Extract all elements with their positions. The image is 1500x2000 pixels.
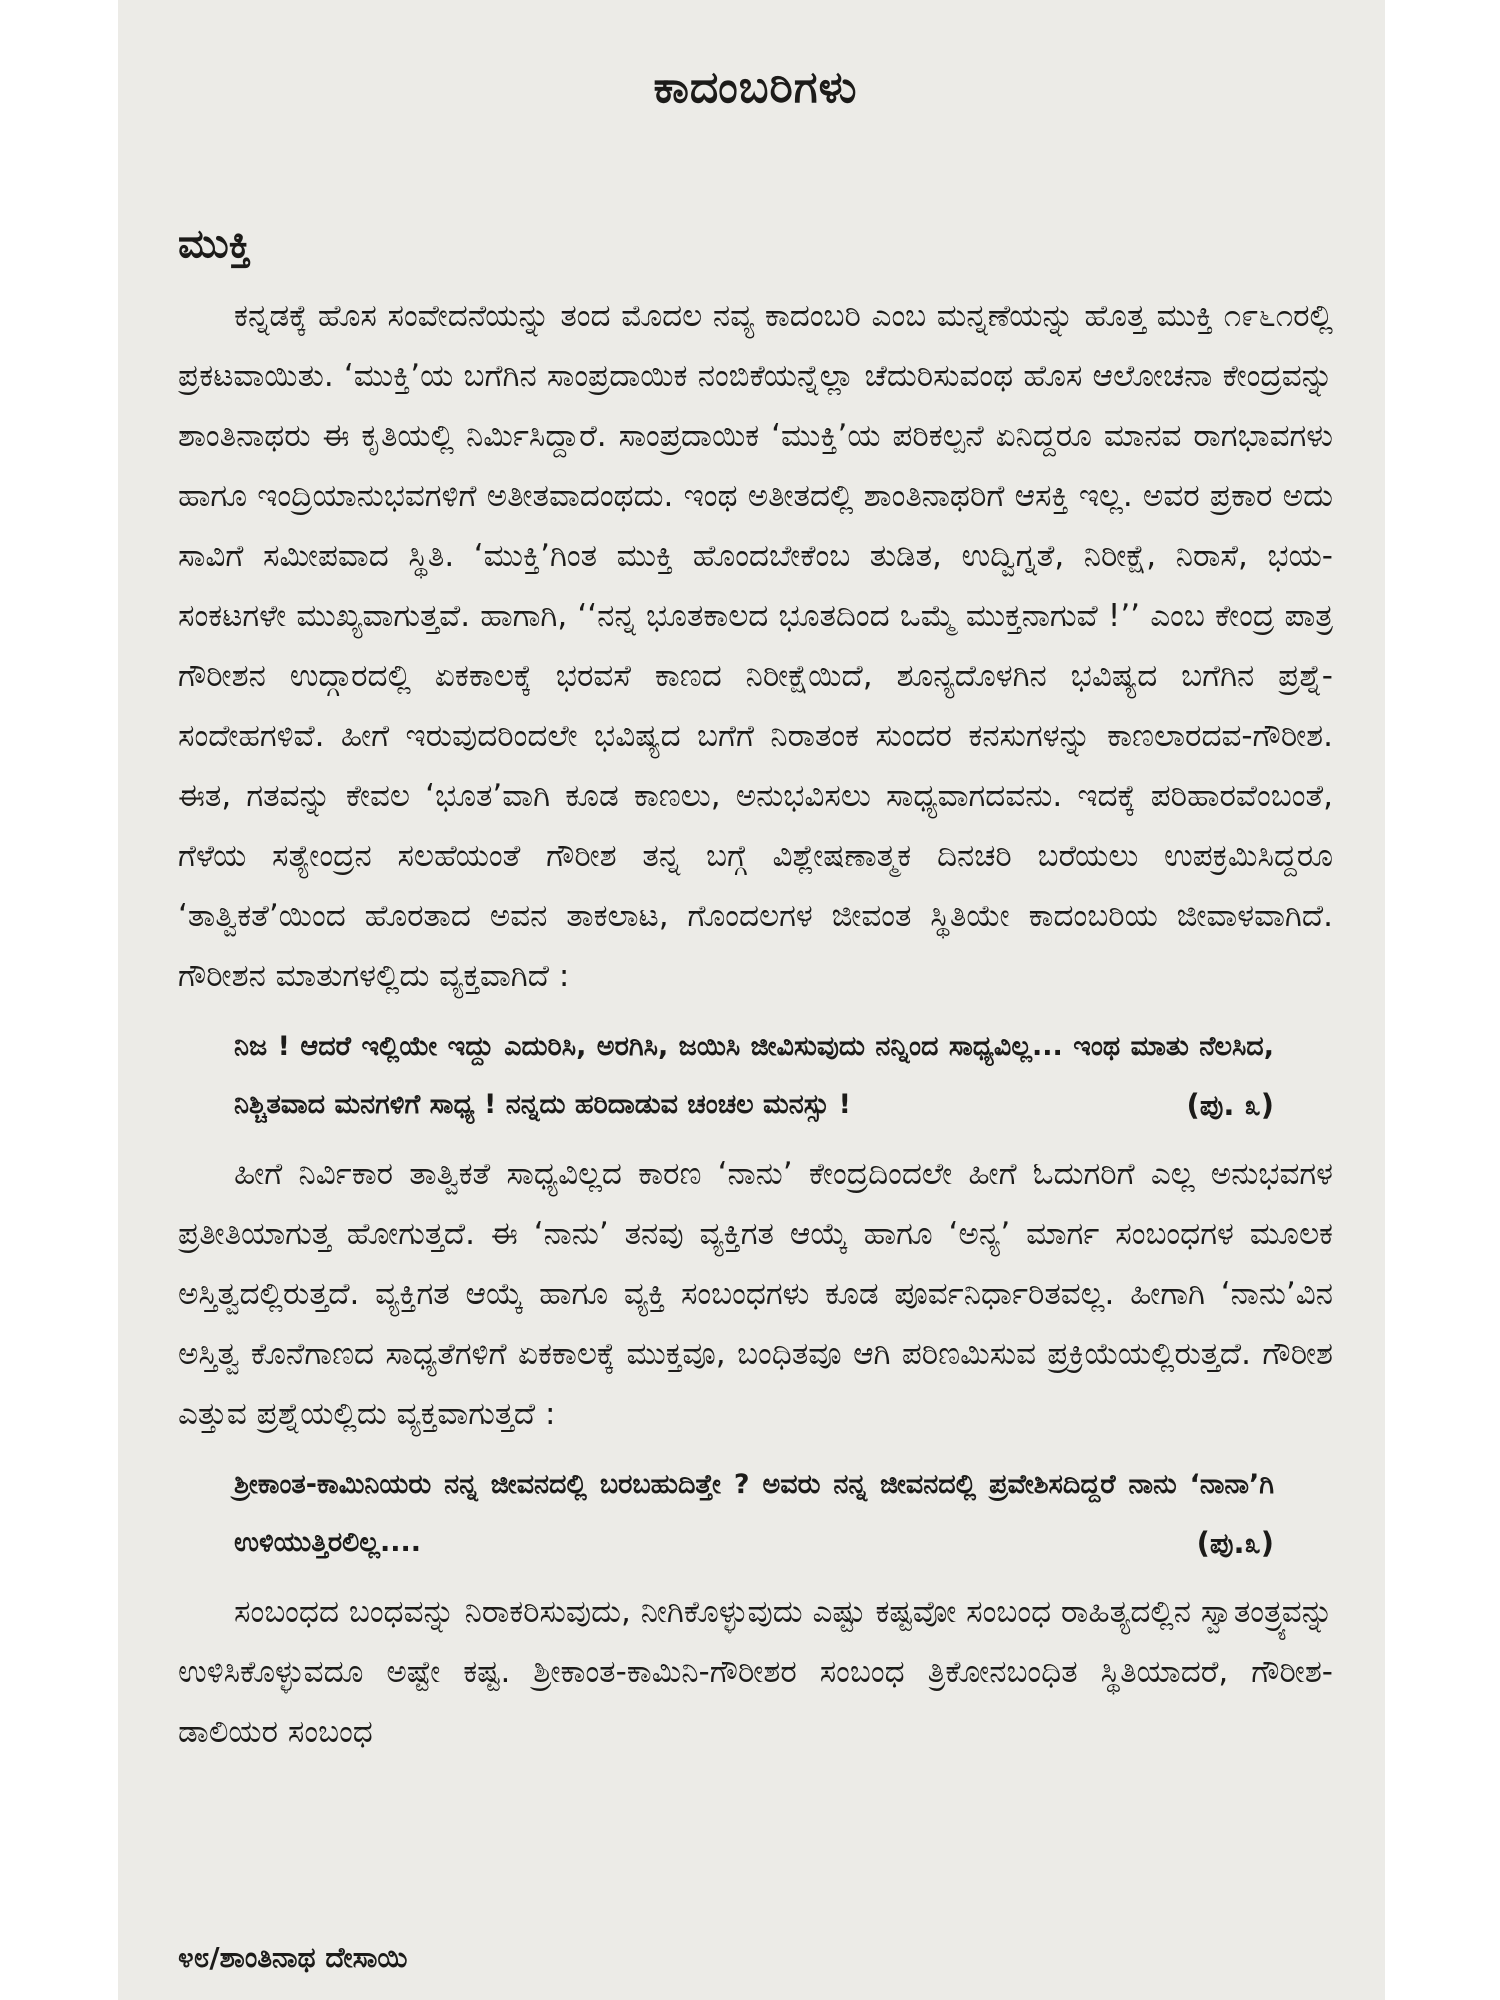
paragraph-3: ಸಂಬಂಧದ ಬಂಧವನ್ನು ನಿರಾಕರಿಸುವುದು, ನೀಗಿಕೊಳ್ಳುವುದು ಎಷ್ಟು ಕಷ್ಟವೋ ಸಂಬಂಧ ರಾಹಿತ್ಯದಲ್ಲಿನ ಸ್ವಾತಂತ್ರ್ಯವನ್ನು ಉಳಿಸಿಕೊಳ್ಳುವದೂ ಅಷ್ಟೇ ಕಷ್ಟ. ಶ್ರೀಕಾಂತ-ಕಾಮಿನಿ-ಗೌರೀಶರ ಸಂಬಂಧ ತ್ರಿಕೋನಬಂಧಿತ ಸ್ಥಿತಿಯಾದರೆ, ಗೌರೀಶ-ಡಾಲಿಯರ ಸಂಬಂಧ xyxy=(178,1594,1333,1750)
quote-page-reference: (ಪು.೩) xyxy=(1196,1526,1274,1560)
block-quote-1 xyxy=(234,1018,1274,1134)
page-footer: ೪೮/ಶಾಂತಿನಾಥ ದೇಸಾಯಿ xyxy=(178,1941,408,1974)
quote-page-reference: (ಪು. ೩) xyxy=(1186,1088,1274,1122)
section-title: ಮುಕ್ತಿ xyxy=(178,221,251,267)
chapter-title: ಕಾದಂಬರಿಗಳು xyxy=(653,62,858,113)
paragraph-1: ಕನ್ನಡಕ್ಕೆ ಹೊಸ ಸಂವೇದನೆಯನ್ನು ತಂದ ಮೊದಲ ನವ್ಯ ಕಾದಂಬರಿ ಎಂಬ ಮನ್ನಣೆಯನ್ನು ಹೊತ್ತ ಮುಕ್ತಿ ೧೯೬೧ರಲ್ಲಿ ಪ್ರಕಟವಾಯಿತು. ‘ಮುಕ್ತಿ’ಯ ಬಗೆಗಿನ ಸಾಂಪ್ರದಾಯಿಕ ನಂಬಿಕೆಯನ್ನೆಲ್ಲಾ ಚೆದುರಿಸುವಂಥ ಹೊಸ ಆಲೋಚನಾ ಕೇಂದ್ರವನ್ನು ಶಾಂತಿನಾಥರು ಈ ಕೃತಿಯಲ್ಲಿ ನಿರ್ಮಿಸಿದ್ದಾರೆ. ಸಾಂಪ್ರದಾಯಿಕ ‘ಮುಕ್ತಿ’ಯ ಪರಿಕಲ್ಪನೆ ಏನಿದ್ದರೂ ಮಾನವ ರಾಗಭಾವಗಳು ಹಾಗೂ ಇಂದ್ರಿಯಾನುಭವಗಳಿಗೆ ಅತೀತವಾದಂಥದು. ಇಂಥ ಅತೀತದಲ್ಲಿ ಶಾಂತಿನಾಥರಿಗೆ ಆಸಕ್ತಿ ಇಲ್ಲ. ಅವರ ಪ್ರಕಾರ ಅದು ಸಾವಿಗೆ ಸಮೀಪವಾದ ಸ್ಥಿತಿ. ‘ಮುಕ್ತಿ’ಗಿಂತ ಮುಕ್ತಿ ಹೊಂದಬೇಕೆಂಬ ತುಡಿತ, ಉದ್ವಿಗ್ನತೆ, ನಿರೀಕ್ಷೆ, ನಿರಾಸೆ, ಭಯ-ಸಂಕಟಗಳೇ ಮುಖ್ಯವಾಗುತ್ತವೆ. ಹಾಗಾಗಿ, ‘‘ನನ್ನ ಭೂತಕಾಲದ ಭೂತದಿಂದ ಒಮ್ಮೆ ಮುಕ್ತನಾಗುವೆ !’’ ಎಂಬ ಕೇಂದ್ರ ಪಾತ್ರ ಗೌರೀಶನ ಉದ್ಗಾರದಲ್ಲಿ ಏಕಕಾಲಕ್ಕೆ ಭರವಸೆ ಕಾಣದ ನಿರೀಕ್ಷೆಯಿದೆ, ಶೂನ್ಯದೊಳಗಿನ ಭವಿಷ್ಯದ ಬಗೆಗಿನ ಪ್ರಶ್ನೆ-ಸಂದೇಹಗಳಿವೆ. ಹೀಗೆ ಇರುವುದರಿಂದಲೇ ಭವಿಷ್ಯದ ಬಗೆಗೆ ನಿರಾತಂಕ ಸುಂದರ ಕನಸುಗಳನ್ನು ಕಾಣಲಾರದವ-ಗೌರೀಶ. ಈತ, ಗತವನ್ನು ಕೇವಲ ‘ಭೂತ’ವಾಗಿ ಕೂಡ ಕಾಣಲು, ಅನುಭವಿಸಲು ಸಾಧ್ಯವಾಗದವನು. ಇದಕ್ಕೆ ಪರಿಹಾರವೆಂಬಂತೆ, ಗೆಳೆಯ ಸತ್ಯೇಂದ್ರನ ಸಲಹೆಯಂತೆ ಗೌರೀಶ ತನ್ನ ಬಗ್ಗೆ ವಿಶ್ಲೇಷಣಾತ್ಮಕ ದಿನಚರಿ ಬರೆಯಲು ಉಪಕ್ರಮಿಸಿದ್ದರೂ ‘ತಾತ್ವಿಕತೆ’ಯಿಂದ ಹೊರತಾದ ಅವನ ತಾಕಲಾಟ, ಗೊಂದಲಗಳ ಜೀವಂತ ಸ್ಥಿತಿಯೇ ಕಾದಂಬರಿಯ ಜೀವಾಳವಾಗಿದೆ. ಗೌರೀಶನ ಮಾತುಗಳಲ್ಲಿದು ವ್ಯಕ್ತವಾಗಿದೆ : xyxy=(178,298,1333,994)
quote-text: ಶ್ರೀಕಾಂತ-ಕಾಮಿನಿಯರು ನನ್ನ ಜೀವನದಲ್ಲಿ ಬರಬಹುದಿತ್ತೇ ? ಅವರು ನನ್ನ ಜೀವನದಲ್ಲಿ ಪ್ರವೇಶಿಸದಿದ್ದರೆ ನಾನು ‘ನಾನಾ’ಗಿ ಉಳಿಯುತ್ತಿರಲಿಲ್ಲ.... xyxy=(234,1469,1274,1558)
paragraph-2: ಹೀಗೆ ನಿರ್ವಿಕಾರ ತಾತ್ವಿಕತೆ ಸಾಧ್ಯವಿಲ್ಲದ ಕಾರಣ ‘ನಾನು’ ಕೇಂದ್ರದಿಂದಲೇ ಹೀಗೆ ಓದುಗರಿಗೆ ಎಲ್ಲ ಅನುಭವಗಳ ಪ್ರತೀತಿಯಾಗುತ್ತ ಹೋಗುತ್ತದೆ. ಈ ‘ನಾನು’ ತನವು ವ್ಯಕ್ತಿಗತ ಆಯ್ಕೆ ಹಾಗೂ ‘ಅನ್ಯ’ ಮಾರ್ಗ ಸಂಬಂಧಗಳ ಮೂಲಕ ಅಸ್ತಿತ್ವದಲ್ಲಿರುತ್ತದೆ. ವ್ಯಕ್ತಿಗತ ಆಯ್ಕೆ ಹಾಗೂ ವ್ಯಕ್ತಿ ಸಂಬಂಧಗಳು ಕೂಡ ಪೂರ್ವನಿರ್ಧಾರಿತವಲ್ಲ. ಹೀಗಾಗಿ ‘ನಾನು’ವಿನ ಅಸ್ತಿತ್ವ ಕೊನೆಗಾಣದ ಸಾಧ್ಯತೆಗಳಿಗೆ ಏಕಕಾಲಕ್ಕೆ ಮುಕ್ತವೂ, ಬಂಧಿತವೂ ಆಗಿ ಪರಿಣಮಿಸುವ ಪ್ರಕ್ರಿಯೆಯಲ್ಲಿರುತ್ತದೆ. ಗೌರೀಶ ಎತ್ತುವ ಪ್ರಶ್ನೆಯಲ್ಲಿದು ವ್ಯಕ್ತವಾಗುತ್ತದೆ : xyxy=(178,1156,1333,1432)
quote-text: ನಿಜ ! ಆದರೆ ಇಲ್ಲಿಯೇ ಇದ್ದು ಎದುರಿಸಿ, ಅರಗಿಸಿ, ಜಯಿಸಿ ಜೀವಿಸುವುದು ನನ್ನಿಂದ ಸಾಧ್ಯವಿಲ್ಲ... ಇಂಥ ಮಾತು ನೆಲಸಿದ, ನಿಶ್ಚಿತವಾದ ಮನಗಳಿಗೆ ಸಾಧ್ಯ ! ನನ್ನದು ಹರಿದಾಡುವ ಚಂಚಲ ಮನಸ್ಸು ! xyxy=(234,1031,1274,1120)
block-quote-2 xyxy=(234,1456,1274,1572)
page-content xyxy=(178,0,1333,1762)
book-page xyxy=(118,0,1385,2000)
